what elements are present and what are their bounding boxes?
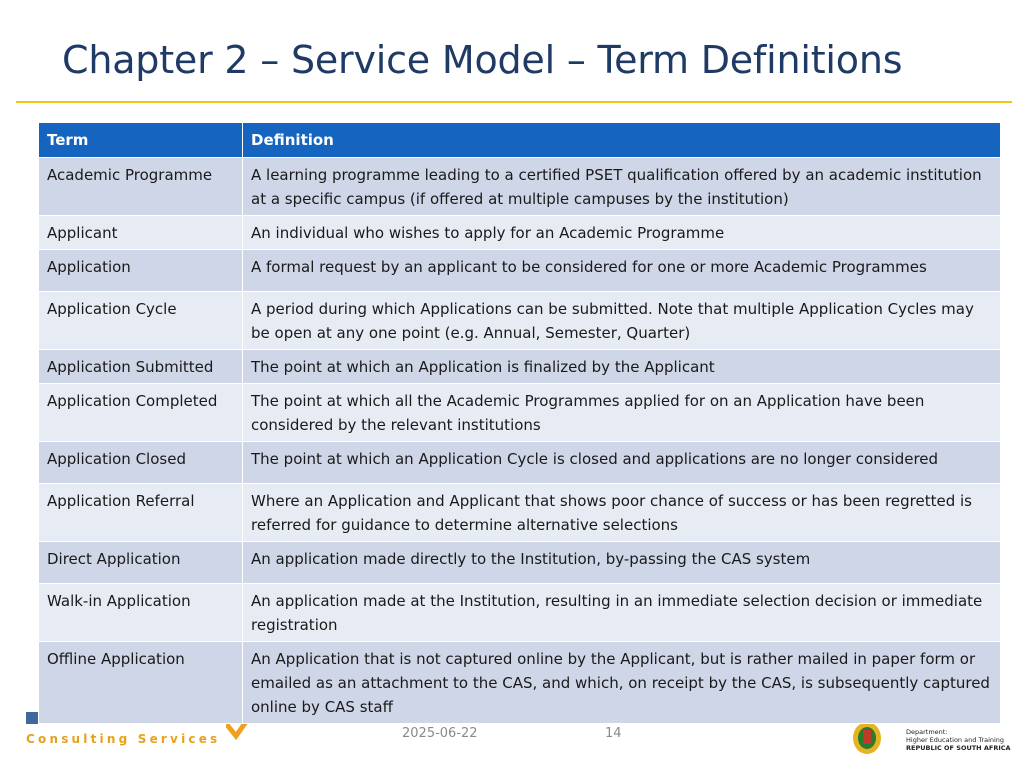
slide-title: Chapter 2 – Service Model – Term Definitions: [62, 38, 903, 82]
table-row: [39, 158, 1001, 216]
table-row: [39, 350, 1001, 384]
definition-cell: A period during which Applications can be submitted. Note that multiple Application Cycles may be open at any one point (e.g. Annual, Semester, Quarter): [243, 292, 1001, 350]
definition-cell: A learning programme leading to a certified PSET qualification offered by an academic institution at a specific campus (if offered at multiple campuses by the institution): [243, 158, 1001, 216]
definition-cell: An individual who wishes to apply for an Academic Programme: [243, 216, 1001, 250]
definition-cell: The point at which an Application Cycle is closed and applications are no longer considered: [243, 442, 1001, 484]
term-cell: Applicant: [39, 216, 243, 250]
footer-date: 2025-06-22: [402, 726, 478, 741]
term-definitions-table: [38, 122, 1001, 724]
term-cell: Direct Application: [39, 542, 243, 584]
table-row: [39, 484, 1001, 542]
table-row: [39, 642, 1001, 724]
definition-cell: The point at which an Application is finalized by the Applicant: [243, 350, 1001, 384]
header-term: Term: [39, 123, 243, 158]
term-cell: Application Closed: [39, 442, 243, 484]
term-cell: Application Cycle: [39, 292, 243, 350]
table-row: [39, 250, 1001, 292]
table-row: [39, 384, 1001, 442]
logo-tagline: Consulting Services: [26, 732, 221, 746]
table-row: [39, 442, 1001, 484]
term-cell: Application Referral: [39, 484, 243, 542]
table-row: [39, 292, 1001, 350]
definition-cell: An Application that is not captured online by the Applicant, but is rather mailed in paper form or emailed as an attachment to the CAS, and which, on receipt by the CAS, is subsequently captured online by CAS staff: [243, 642, 1001, 724]
term-cell: Walk-in Application: [39, 584, 243, 642]
dept-line-2: Higher Education and Training: [906, 736, 1005, 744]
table-row: [39, 584, 1001, 642]
term-cell: Application Submitted: [39, 350, 243, 384]
definition-cell: An application made directly to the Institution, by-passing the CAS system: [243, 542, 1001, 584]
term-cell: Academic Programme: [39, 158, 243, 216]
table-header-row: [39, 123, 1001, 158]
header-definition: Definition: [243, 123, 1001, 158]
table-row: [39, 542, 1001, 584]
department-name: [906, 728, 1011, 752]
definition-cell: The point at which all the Academic Programmes applied for on an Application have been considered by the relevant institutions: [243, 384, 1001, 442]
title-divider: [16, 101, 1012, 103]
term-cell: Application: [39, 250, 243, 292]
table-row: [39, 216, 1001, 250]
definition-cell: An application made at the Institution, resulting in an immediate selection decision or immediate registration: [243, 584, 1001, 642]
dept-line-3: REPUBLIC OF SOUTH AFRICA: [906, 744, 1011, 752]
definition-cell: Where an Application and Applicant that shows poor chance of success or has been regretted is referred for guidance to determine alternative selections: [243, 484, 1001, 542]
dept-line-1: Department:: [906, 728, 948, 736]
term-cell: Offline Application: [39, 642, 243, 724]
page-number: 14: [605, 726, 622, 741]
term-cell: Application Completed: [39, 384, 243, 442]
definition-cell: A formal request by an applicant to be considered for one or more Academic Programmes: [243, 250, 1001, 292]
